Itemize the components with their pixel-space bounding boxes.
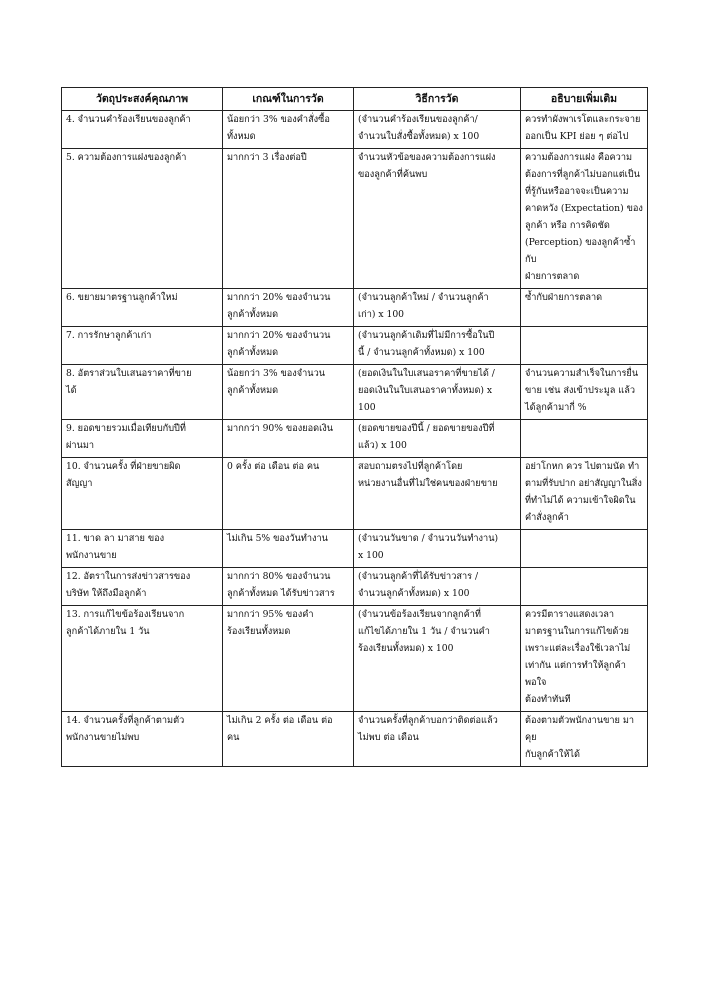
- cell-criteria: [223, 420, 354, 458]
- cell-objective-text: 11. ขาด ลา มาสาย ของ พนักงานขาย: [66, 533, 165, 561]
- cell-notes-text: จำนวนความสำเร็จในการยื่น ขาย เช่น ส่งเข้าประมูล แล้ว ได้ลูกค้ามากี่ %: [525, 368, 639, 413]
- cell-objective: [62, 530, 223, 568]
- cell-method: [354, 327, 521, 365]
- cell-criteria: [223, 289, 354, 327]
- cell-method-text: (ยอดเงินในใบเสนอราคาที่ขายได้ / ยอดเงินในใบเสนอราคาทั้งหมด) x 100: [358, 368, 495, 413]
- cell-objective-text: 4. จำนวนคำร้องเรียนของลูกค้า: [66, 114, 191, 125]
- cell-method-text: (จำนวนวันขาด / จำนวนวันทำงาน) x 100: [358, 533, 499, 561]
- header-objective: วัตถุประสงค์คุณภาพ: [62, 88, 223, 111]
- table-row: [62, 365, 648, 420]
- cell-criteria-text: มากกว่า 20% ของจำนวน ลูกค้าทั้งหมด: [227, 330, 331, 358]
- cell-notes: [521, 149, 648, 289]
- cell-notes: [521, 420, 648, 458]
- cell-notes-text: ควรมีตารางแสดงเวลา มาตรฐานในการแก้ไขด้วย เพราะแต่ละเรื่องใช้เวลาไม่ เท่ากัน แต่การทำให้ลูกค้าพอใจ ต้องทำทันที: [525, 609, 631, 705]
- cell-objective-text: 8. อัตราส่วนใบเสนอราคาที่ขาย ได้: [66, 368, 192, 396]
- cell-method: [354, 568, 521, 606]
- table-row: [62, 327, 648, 365]
- cell-method-text: (จำนวนลูกค้าที่ได้รับข่าวสาร / จำนวนลูกค้าทั้งหมด) x 100: [358, 571, 479, 599]
- cell-method: [354, 149, 521, 289]
- cell-notes: [521, 712, 648, 767]
- cell-criteria: [223, 530, 354, 568]
- cell-criteria-text: ไม่เกิน 2 ครั้ง ต่อ เดือน ต่อ คน: [227, 715, 333, 743]
- cell-method: [354, 530, 521, 568]
- cell-method-text: (ยอดขายของปีนี้ / ยอดขายของปีที่ แล้ว) x 100: [358, 423, 495, 451]
- table-row: [62, 111, 648, 149]
- cell-criteria: [223, 458, 354, 530]
- cell-criteria-text: น้อยกว่า 3% ของคำสั่งซื้อ ทั้งหมด: [227, 114, 330, 142]
- table-row: [62, 458, 648, 530]
- cell-notes-text: ควรทำผังพาเรโตและกระจาย ออกเป็น KPI ย่อย ๆ ต่อไป: [525, 114, 641, 142]
- cell-criteria-text: มากกว่า 80% ของจำนวน ลูกค้าทั้งหมด ได้รับข่าวสาร: [227, 571, 335, 599]
- cell-notes-text: ต้องตามตัวพนักงานขาย มาคุย กับลูกค้าให้ได้: [525, 715, 635, 760]
- cell-criteria-text: มากกว่า 20% ของจำนวน ลูกค้าทั้งหมด: [227, 292, 331, 320]
- cell-method: [354, 606, 521, 712]
- cell-notes: [521, 458, 648, 530]
- cell-criteria: [223, 365, 354, 420]
- cell-criteria-text: น้อยกว่า 3% ของจำนวน ลูกค้าทั้งหมด: [227, 368, 326, 396]
- cell-objective: [62, 327, 223, 365]
- cell-method: [354, 289, 521, 327]
- cell-method: [354, 365, 521, 420]
- cell-method-text: จำนวนครั้งที่ลูกค้าบอกว่าติดต่อแล้ว ไม่พบ ต่อ เดือน: [358, 715, 498, 743]
- cell-objective-text: 6. ขยายมาตรฐานลูกค้าใหม่: [66, 292, 178, 303]
- cell-notes: [521, 365, 648, 420]
- cell-criteria-text: มากกว่า 3 เรื่องต่อปี: [227, 152, 307, 163]
- cell-notes: [521, 327, 648, 365]
- cell-objective-text: 10. จำนวนครั้ง ที่ฝ่ายขายผิด สัญญา: [66, 461, 181, 489]
- cell-notes-text: ความต้องการแฝง คือความ ต้องการที่ลูกค้าไม่บอกแต่เป็น ที่รู้กันหรืออาจจะเป็นความ คาดหวัง (Expectation) ของ ลูกค้า หรือ การคิดชัด (Perception) ของลูกค้าซ้ำกับ ฝ่ายการตลาด: [525, 152, 643, 282]
- cell-criteria: [223, 568, 354, 606]
- cell-method: [354, 420, 521, 458]
- quality-objectives-table: [61, 87, 648, 767]
- cell-notes-text: อย่าโกหก ควร ไปตามนัด ทำ ตามที่รับปาก อย่าสัญญาในสิ่ง ที่ทำไม่ได้ ความเข้าใจผิดใน คำสั่งลูกค้า: [525, 461, 642, 523]
- cell-criteria-text: 0 ครั้ง ต่อ เดือน ต่อ คน: [227, 461, 320, 472]
- cell-notes: [521, 606, 648, 712]
- cell-objective: [62, 111, 223, 149]
- cell-notes-text: ซ้ำกับฝ่ายการตลาด: [525, 292, 603, 303]
- table-row: [62, 568, 648, 606]
- cell-notes: [521, 568, 648, 606]
- table-row: [62, 289, 648, 327]
- cell-notes: [521, 289, 648, 327]
- cell-criteria-text: มากกว่า 95% ของคำ ร้องเรียนทั้งหมด: [227, 609, 314, 637]
- cell-objective: [62, 420, 223, 458]
- cell-objective: [62, 568, 223, 606]
- table-row: [62, 712, 648, 767]
- cell-criteria-text: ไม่เกิน 5% ของวันทำงาน: [227, 533, 328, 544]
- cell-method: [354, 458, 521, 530]
- cell-objective-text: 7. การรักษาลูกค้าเก่า: [66, 330, 152, 341]
- cell-criteria: [223, 712, 354, 767]
- cell-objective: [62, 149, 223, 289]
- table-row: [62, 530, 648, 568]
- table-row: [62, 606, 648, 712]
- cell-objective: [62, 712, 223, 767]
- table-row: [62, 420, 648, 458]
- cell-notes: [521, 530, 648, 568]
- cell-notes: [521, 111, 648, 149]
- header-criteria: เกณฑ์ในการวัด: [223, 88, 354, 111]
- cell-method-text: (จำนวนคำร้องเรียนของลูกค้า/ จำนวนใบสั่งซื้อทั้งหมด) x 100: [358, 114, 480, 142]
- cell-objective: [62, 289, 223, 327]
- table-header-row: [62, 88, 648, 111]
- cell-objective-text: 14. จำนวนครั้งที่ลูกค้าตามตัว พนักงานขายไม่พบ: [66, 715, 185, 743]
- cell-criteria: [223, 111, 354, 149]
- cell-objective-text: 12. อัตราในการส่งข่าวสารของ บริษัท ให้ถึงมือลูกค้า: [66, 571, 191, 599]
- cell-objective-text: 13. การแก้ไขข้อร้องเรียนจาก ลูกค้าได้ภายใน 1 วัน: [66, 609, 185, 637]
- cell-method-text: (จำนวนลูกค้าเดิมที่ไม่มีการซื้อในปี นี้ / จำนวนลูกค้าทั้งหมด) x 100: [358, 330, 495, 358]
- cell-criteria: [223, 327, 354, 365]
- header-method: วิธีการวัด: [354, 88, 521, 111]
- cell-objective: [62, 606, 223, 712]
- cell-method: [354, 712, 521, 767]
- cell-criteria: [223, 149, 354, 289]
- cell-method: [354, 111, 521, 149]
- cell-method-text: จำนวนหัวข้อของความต้องการแฝง ของลูกค้าที่ค้นพบ: [358, 152, 496, 180]
- cell-objective-text: 9. ยอดขายรวมเมื่อเทียบกับปีที่ ผ่านมา: [66, 423, 186, 451]
- cell-method-text: สอบถามตรงไปที่ลูกค้าโดย หน่วยงานอื่นที่ไม่ใช่คนของฝ่ายขาย: [358, 461, 498, 489]
- cell-objective-text: 5. ความต้องการแฝงของลูกค้า: [66, 152, 187, 163]
- table-row: [62, 149, 648, 289]
- cell-method-text: (จำนวนลูกค้าใหม่ / จำนวนลูกค้า เก่า) x 100: [358, 292, 489, 320]
- cell-objective: [62, 365, 223, 420]
- cell-criteria: [223, 606, 354, 712]
- cell-method-text: (จำนวนข้อร้องเรียนจากลูกค้าที่ แก้ไขได้ภายใน 1 วัน / จำนวนคำ ร้องเรียนทั้งหมด) x 100: [358, 609, 490, 654]
- header-notes: อธิบายเพิ่มเติม: [521, 88, 648, 111]
- cell-criteria-text: มากกว่า 90% ของยอดเงิน: [227, 423, 333, 434]
- table-body: [62, 111, 648, 767]
- cell-objective: [62, 458, 223, 530]
